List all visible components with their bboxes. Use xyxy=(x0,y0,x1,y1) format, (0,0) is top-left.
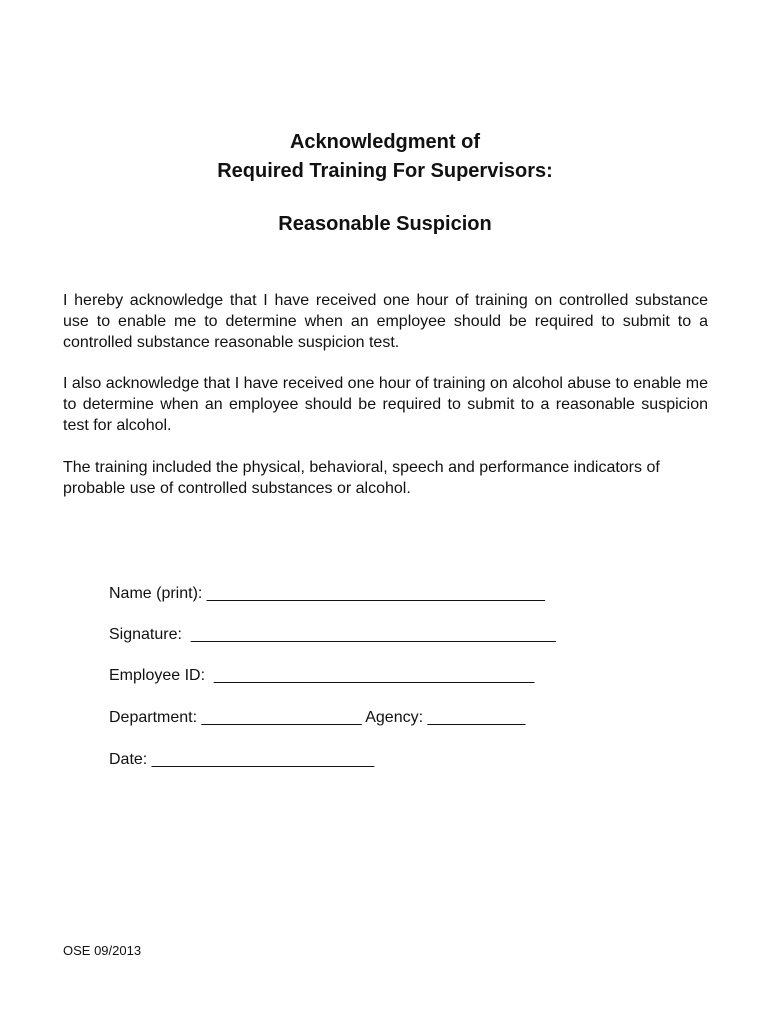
document-subtitle: Reasonable Suspicion xyxy=(278,213,492,235)
date-field: Date: _________________________ xyxy=(109,751,375,768)
department-agency-field: Department: __________________ Agency: ___________ xyxy=(109,709,526,726)
signature-field: Signature: _________________________________________ xyxy=(109,626,556,643)
name-print-field: Name (print): ______________________________________ xyxy=(109,585,545,602)
title-line-2: Required Training For Supervisors: xyxy=(217,160,553,182)
form-footer-code: OSE 09/2013 xyxy=(63,943,142,958)
paragraph-controlled-substance: I hereby acknowledge that I have received one hour of training on controlled substance use to enable me to determine when an employee should be required to submit to a controlled substance reasonable suspicion test. xyxy=(63,292,708,351)
paragraph-alcohol: I also acknowledge that I have received one hour of training on alcohol abuse to enable me to determine when an employee should be required to submit to a reasonable suspicion test for alcohol. xyxy=(63,375,708,434)
employee-id-field: Employee ID: ____________________________________ xyxy=(109,667,535,684)
document-title xyxy=(0,128,770,186)
paragraph-indicators: The training included the physical, behavioral, speech and performance indicators of probable use of controlled substances or alcohol. xyxy=(63,459,660,497)
title-line-1: Acknowledgment of xyxy=(289,131,480,153)
